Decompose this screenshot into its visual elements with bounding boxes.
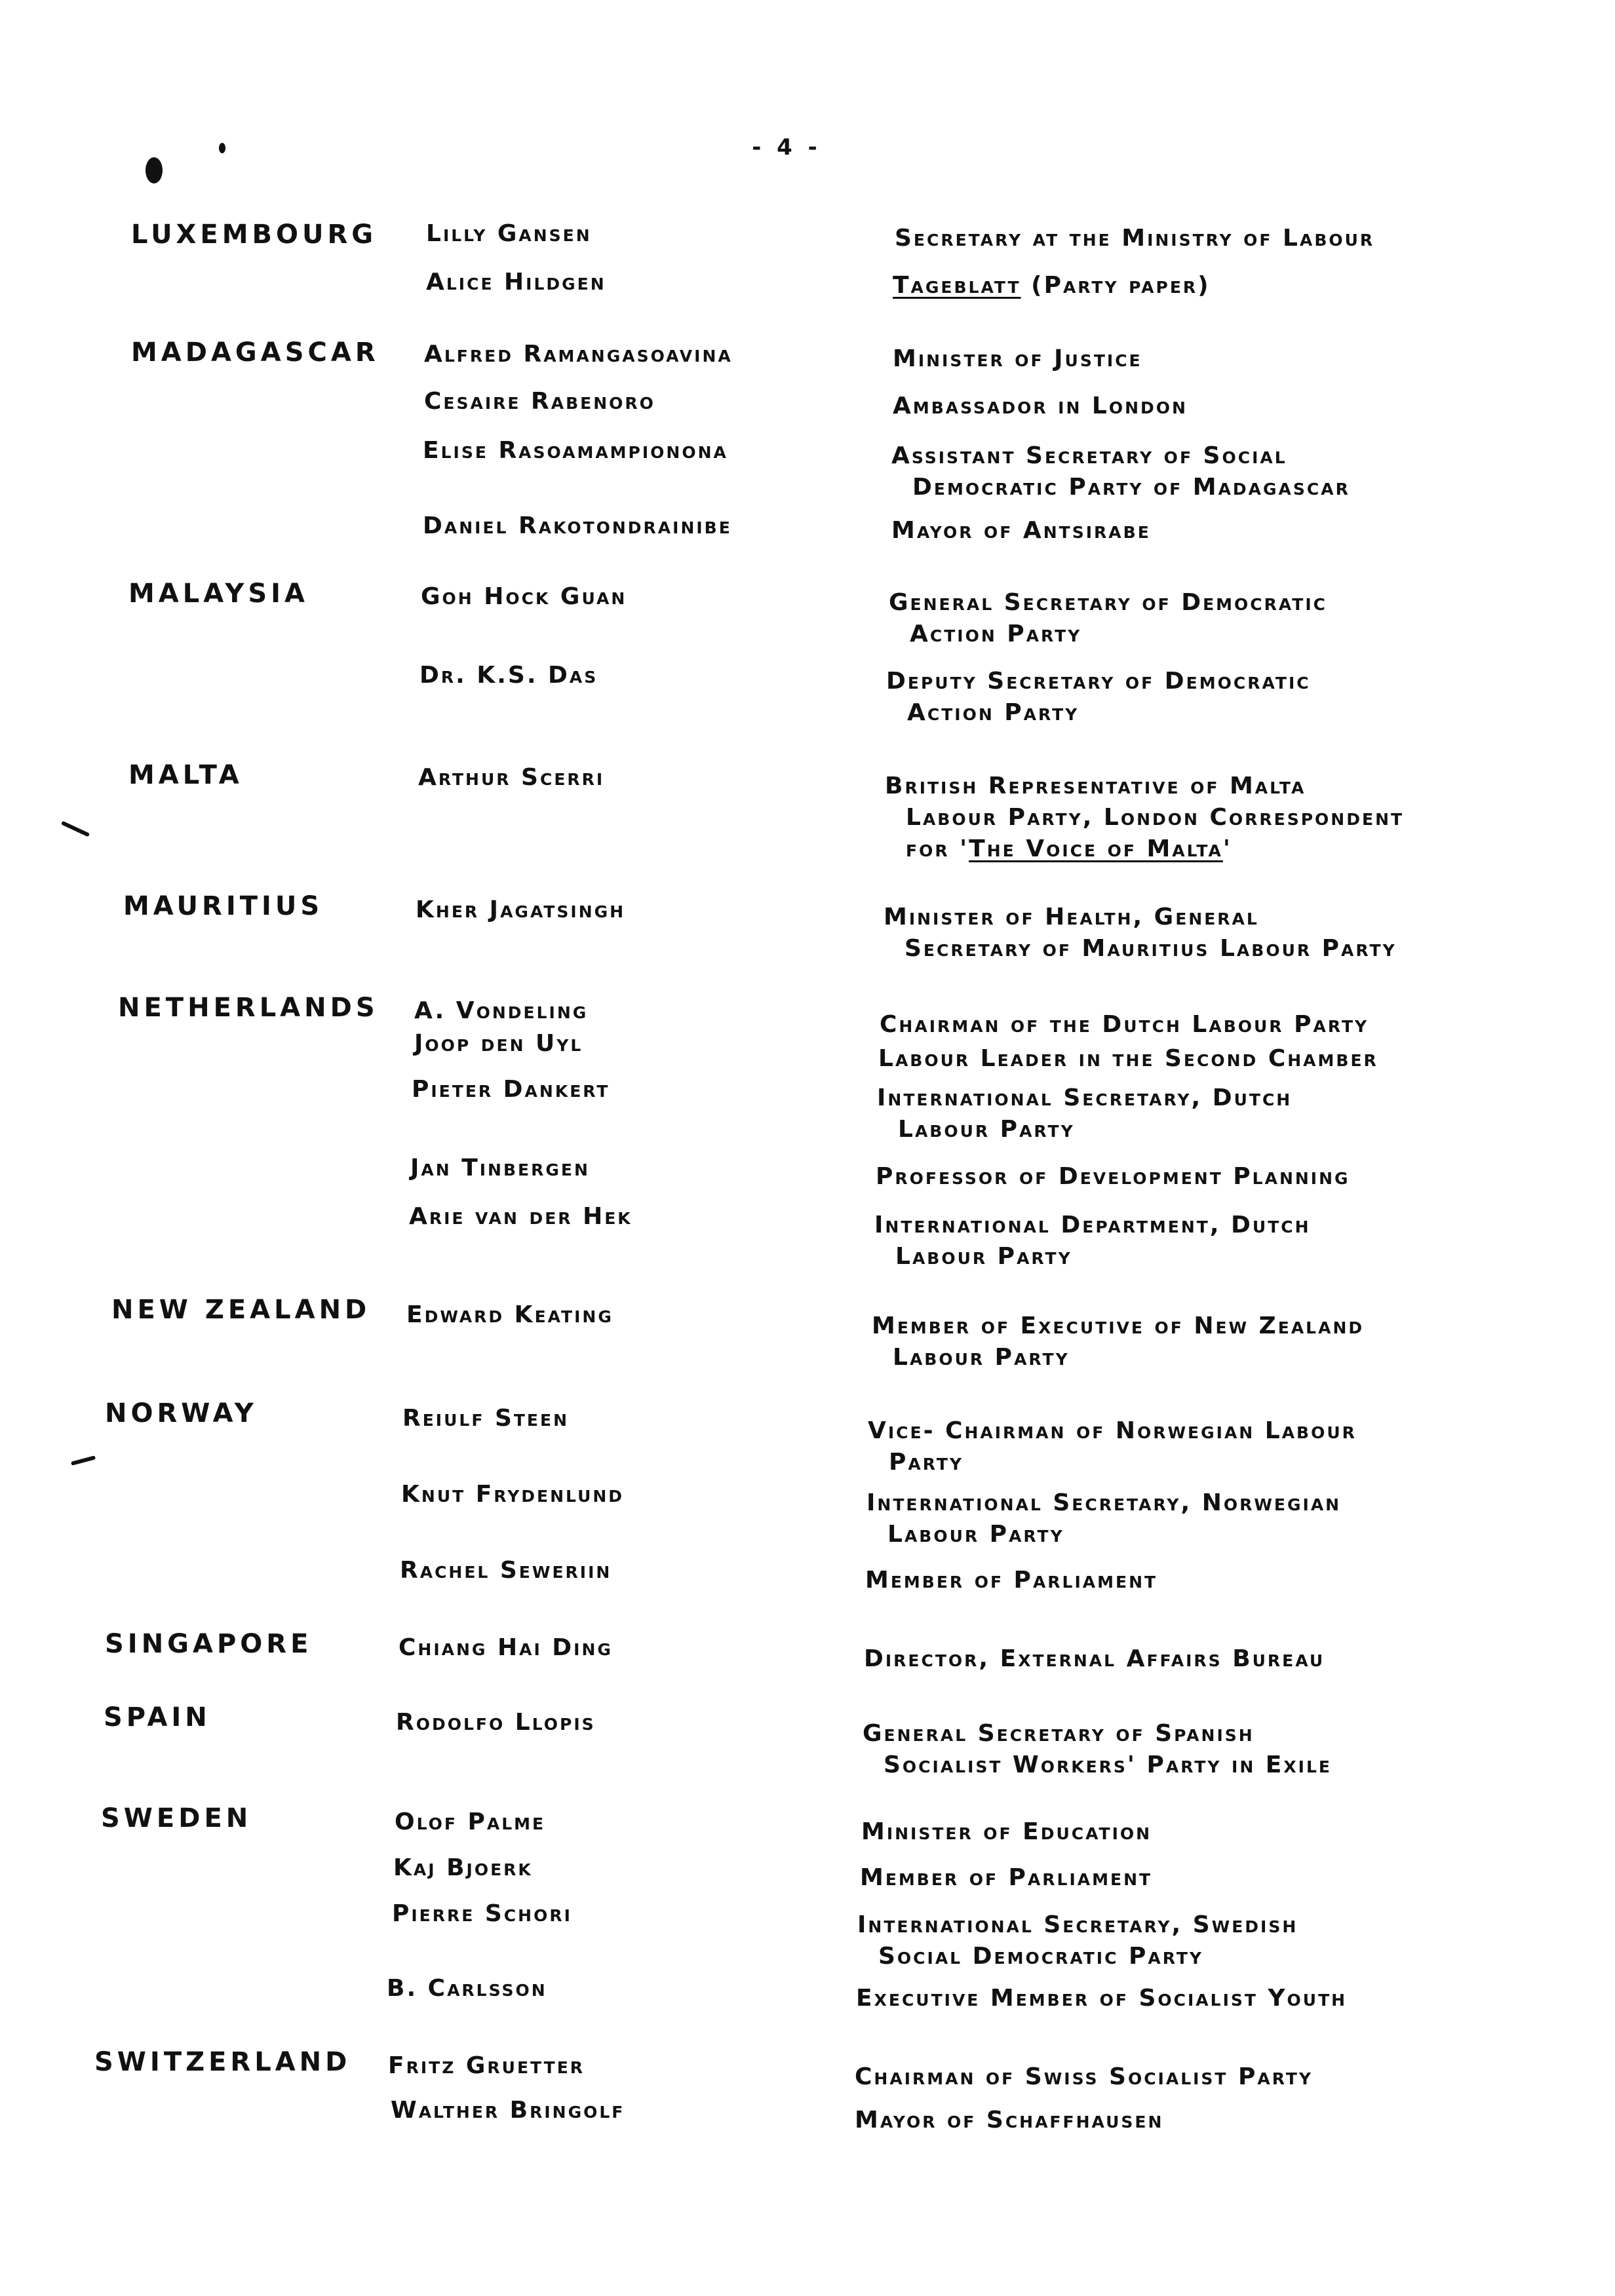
country-name: NETHERLANDS [118, 993, 379, 1023]
person-role: Minister of Justice [893, 345, 1142, 372]
person-role: Deputy Secretary of Democratic Action Party [886, 668, 1311, 726]
person-name: Olof Palme [395, 1808, 546, 1835]
country-name: SWEDEN [101, 1803, 252, 1833]
person-name: Lilly Gansen [426, 220, 592, 247]
ink-speck [61, 821, 90, 837]
ink-speck [146, 157, 163, 183]
person-name: A. Vondeling [414, 997, 589, 1024]
paper-title: Tageblatt [893, 272, 1021, 299]
person-role: International Department, Dutch Labour Party [874, 1212, 1311, 1270]
person-name: Rodolfo Llopis [396, 1709, 596, 1736]
person-name: Knut Frydenlund [401, 1481, 625, 1508]
paper-title: The Voice of Malta [969, 835, 1223, 862]
person-role: Minister of Health, General Secretary of Mauritius Labour Party [884, 904, 1397, 962]
country-name: LUXEMBOURG [131, 220, 378, 250]
person-name: B. Carlsson [387, 1975, 547, 2002]
country-name: SPAIN [104, 1702, 211, 1732]
person-name: Edward Keating [406, 1301, 613, 1328]
person-role: Member of Parliament [865, 1567, 1158, 1594]
person-role: Assistant Secretary of Social Democratic Party of Madagascar [891, 442, 1350, 501]
country-name: SWITZERLAND [94, 2047, 351, 2077]
person-name: Rachel Seweriin [400, 1557, 612, 1584]
person-name: Jan Tinbergen [410, 1155, 590, 1181]
person-name: Goh Hock Guan [421, 583, 627, 610]
person-name: Elise Rasoamampionona [423, 437, 728, 464]
country-name: MALAYSIA [128, 579, 309, 609]
person-name: Dr. K.S. Das [419, 662, 598, 689]
person-role: Chairman of Swiss Socialist Party [855, 2063, 1313, 2090]
person-name: Walther Bringolf [391, 2097, 625, 2124]
country-name: SINGAPORE [105, 1629, 313, 1659]
person-name: Arie van der Hek [409, 1203, 632, 1230]
person-name: Alfred Ramangasoavina [424, 341, 733, 368]
person-name: Fritz Gruetter [388, 2052, 585, 2079]
person-role: International Secretary, Norwegian Labour Party [866, 1489, 1342, 1548]
person-name: Kaj Bjoerk [393, 1854, 533, 1881]
person-role: Chairman of the Dutch Labour Party [880, 1011, 1369, 1038]
person-name: Cesaire Rabenoro [424, 388, 655, 415]
person-role: International Secretary, Swedish Social Democratic Party [857, 1911, 1298, 1970]
country-name: NORWAY [105, 1398, 258, 1428]
ink-speck [71, 1455, 96, 1466]
person-role: Minister of Education [861, 1818, 1152, 1845]
country-name: MADAGASCAR [131, 337, 379, 368]
country-name: MALTA [128, 760, 243, 790]
person-role: General Secretary of Spanish Socialist Workers' Party in Exile [863, 1720, 1332, 1778]
person-role: Mayor of Schaffhausen [855, 2107, 1164, 2133]
page-number: - 4 - [752, 134, 821, 161]
person-name: Kher Jagatsingh [416, 896, 626, 923]
person-role: Executive Member of Socialist Youth [856, 1985, 1348, 2012]
person-name: Daniel Rakotondrainibe [423, 512, 732, 539]
person-role: Secretary at the Ministry of Labour [895, 225, 1375, 252]
person-role: Member of Executive of New Zealand Labour Party [872, 1312, 1365, 1371]
country-name: NEW ZEALAND [111, 1295, 371, 1325]
person-role: Labour Leader in the Second Chamber [878, 1045, 1378, 1072]
person-role: British Representative of Malta Labour Party, London Correspondent for 'The Voice of Malta' [885, 773, 1405, 862]
ink-speck [219, 143, 225, 153]
person-role: Director, External Affairs Bureau [864, 1645, 1325, 1672]
person-role: Mayor of Antsirabe [891, 517, 1151, 544]
person-role: Member of Parliament [860, 1864, 1153, 1891]
person-name: Pierre Schori [392, 1900, 572, 1927]
person-name: Chiang Hai Ding [399, 1634, 613, 1661]
person-role: Tageblatt (Party paper) [893, 272, 1211, 299]
country-name: MAURITIUS [123, 891, 324, 921]
person-role: International Secretary, Dutch Labour Party [877, 1084, 1293, 1143]
person-role: General Secretary of Democratic Action Party [889, 589, 1328, 647]
person-name: Arthur Scerri [418, 764, 605, 791]
person-name: Reiulf Steen [402, 1405, 570, 1432]
person-role: Ambassador in London [893, 392, 1188, 419]
person-role: Professor of Development Planning [876, 1163, 1350, 1190]
person-name: Joop den Uyl [414, 1030, 583, 1057]
person-name: Pieter Dankert [412, 1076, 610, 1103]
person-role: Vice- Chairman of Norwegian Labour Party [868, 1417, 1357, 1476]
person-name: Alice Hildgen [426, 269, 606, 296]
